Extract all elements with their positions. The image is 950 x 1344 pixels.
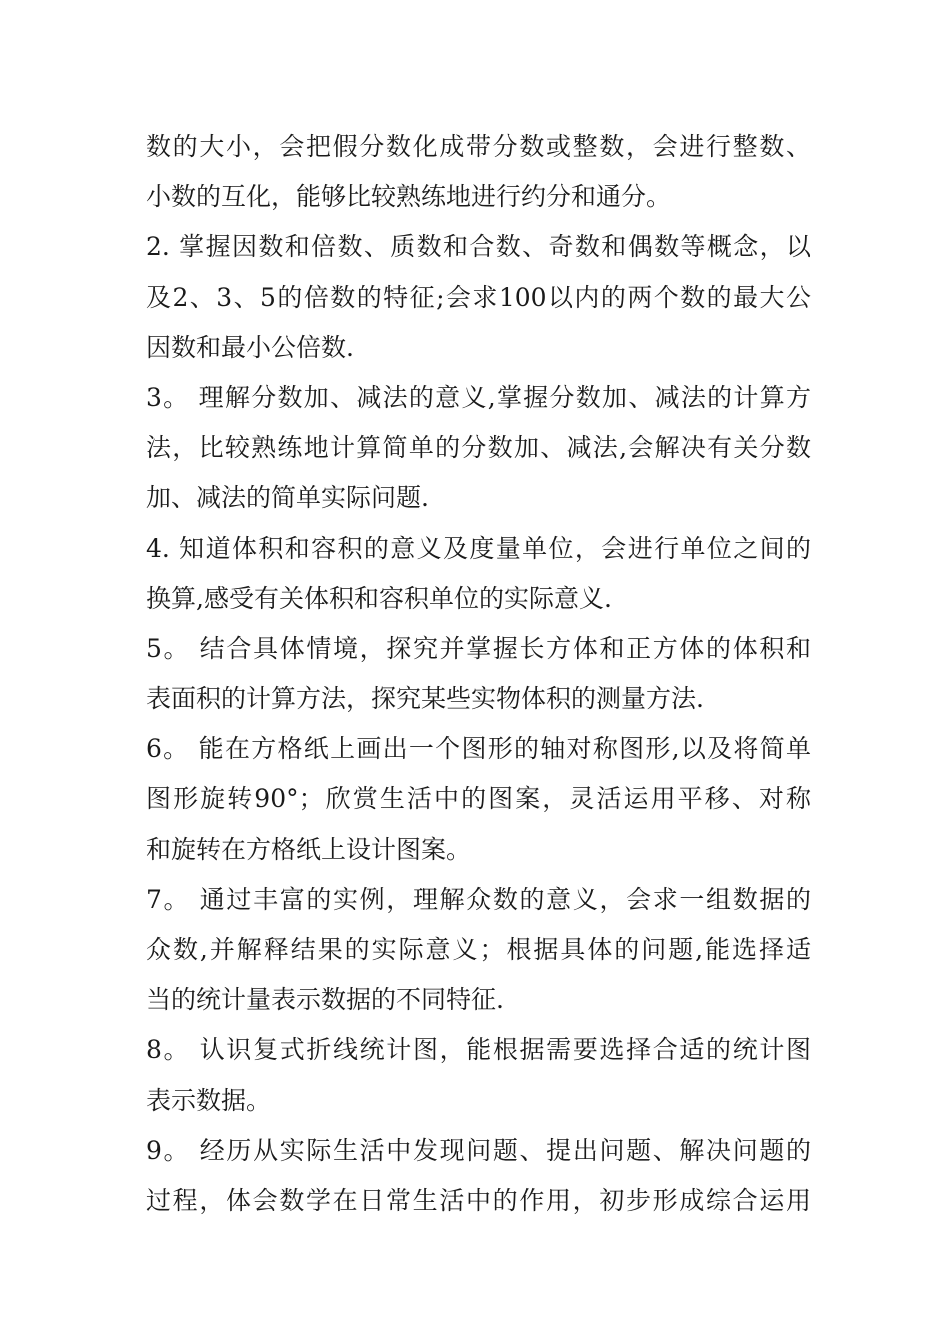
text-line: 7。 通过丰富的实例，理解众数的意义，会求一组数据的 — [146, 884, 811, 914]
text-line: 因数和最小公倍数. — [146, 332, 354, 362]
text-line: 9。 经历从实际生活中发现问题、提出问题、解决问题的 — [146, 1135, 811, 1165]
text-line: 和旋转在方格纸上设计图案。 — [146, 834, 472, 864]
text-line: 法，比较熟练地计算简单的分数加、减法,会解决有关分数 — [146, 433, 811, 463]
text-line: 当的统计量表示数据的不同特征. — [146, 985, 504, 1015]
text-line: 表面积的计算方法，探究某些实物体积的测量方法. — [146, 684, 704, 714]
text-line: 过程，体会数学在日常生活中的作用，初步形成综合运用 — [146, 1185, 811, 1215]
text-line: 图形旋转90°；欣赏生活中的图案，灵活运用平移、对称 — [146, 784, 811, 814]
text-line: 3。 理解分数加、减法的意义,掌握分数加、减法的计算方 — [146, 382, 811, 412]
text-line: 及2、3、5的倍数的特征;会求100以内的两个数的最大公 — [146, 282, 811, 312]
text-line: 8。 认识复式折线统计图，能根据需要选择合适的统计图 — [146, 1035, 811, 1065]
text-line: 小数的互化，能够比较熟练地进行约分和通分。 — [146, 182, 672, 212]
text-line: 5。 结合具体情境，探究并掌握长方体和正方体的体积和 — [146, 633, 811, 663]
text-line: 2. 掌握因数和倍数、质数和合数、奇数和偶数等概念，以 — [146, 232, 811, 262]
text-line: 表示数据。 — [146, 1085, 272, 1115]
text-line: 换算,感受有关体积和容积单位的实际意义. — [146, 583, 612, 613]
text-line: 6。 能在方格纸上画出一个图形的轴对称图形,以及将简单 — [146, 734, 811, 764]
text-line: 加、减法的简单实际问题. — [146, 483, 429, 513]
text-line: 众数,并解释结果的实际意义；根据具体的问题,能选择适 — [146, 935, 811, 964]
text-line: 数的大小，会把假分数化成带分数或整数，会进行整数、 — [146, 132, 811, 161]
body-text — [146, 122, 811, 1226]
text-line: 4. 知道体积和容积的意义及度量单位，会进行单位之间的 — [146, 533, 811, 563]
